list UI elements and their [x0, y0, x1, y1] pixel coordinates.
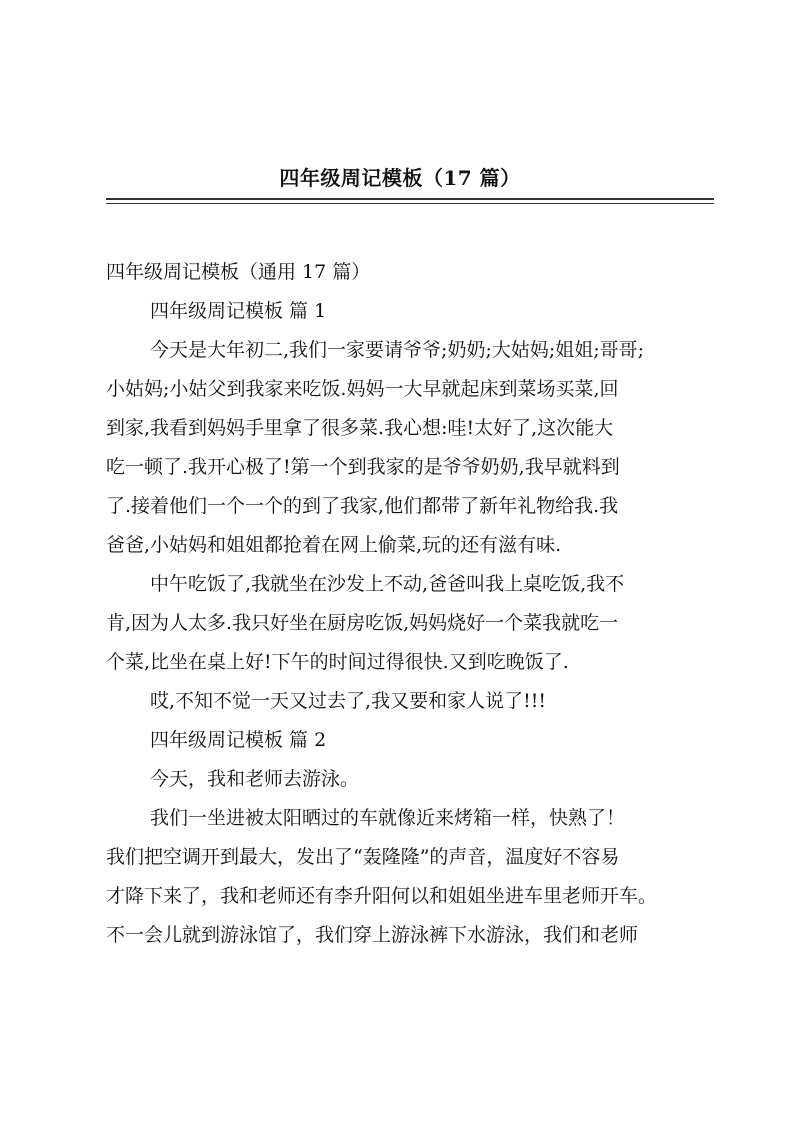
paragraph-line: 不一会儿就到游泳馆了，我们穿上游泳裤下水游泳，我们和老师: [106, 924, 639, 946]
paragraph-line: 中午吃饭了,我就坐在沙发上不动,爸爸叫我上桌吃饭,我不: [150, 573, 625, 595]
document-body: [106, 253, 718, 955]
title-underline-thin: [106, 203, 714, 204]
paragraph-line: 个菜,比坐在桌上好!下午的时间过得很快.又到吃晚饭了.: [106, 651, 569, 673]
paragraph-line: 今天是大年初二,我们一家要请爷爷;奶奶;大姑妈;姐姐;哥哥;: [150, 339, 645, 361]
paragraph-line: 哎,不知不觉一天又过去了,我又要和家人说了!!!: [150, 690, 546, 712]
paragraph-line: 爸爸,小姑妈和姐姐都抢着在网上偷菜,玩的还有滋有味.: [106, 534, 562, 556]
paragraph-line: 肯,因为人太多.我只好坐在厨房吃饭,妈妈烧好一个菜我就吃一: [106, 612, 619, 634]
paragraph-line: 吃一顿了.我开心极了!第一个到我家的是爷爷奶奶,我早就料到: [106, 456, 620, 478]
paragraph-line: 我们把空调开到最大，发出了“轰隆隆”的声音，温度好不容易: [106, 846, 620, 868]
paragraph-line: 小姑妈;小姑父到我家来吃饭.妈妈一大早就起床到菜场买菜,回: [106, 378, 619, 400]
title-underline-thick: [106, 198, 714, 200]
paragraph-line: 才降下来了，我和老师还有李升阳何以和姐姐坐进车里老师开车。: [106, 885, 658, 907]
body-heading: 四年级周记模板（通用 17 篇）: [106, 261, 371, 283]
document-title: 四年级周记模板（17 篇）: [279, 166, 521, 190]
paragraph-line: 了.接着他们一个一个的到了我家,他们都带了新年礼物给我.我: [106, 495, 619, 517]
paragraph-line: 我们一坐进被太阳晒过的车就像近来烤箱一样，快熟了！: [150, 807, 626, 829]
section-heading-1: 四年级周记模板 篇 1: [150, 300, 327, 322]
paragraph-line: 今天，我和老师去游泳。: [150, 768, 360, 790]
paragraph-line: 到家,我看到妈妈手里拿了很多菜.我心想:哇!太好了,这次能大: [106, 417, 614, 439]
section-heading-2: 四年级周记模板 篇 2: [150, 729, 327, 751]
